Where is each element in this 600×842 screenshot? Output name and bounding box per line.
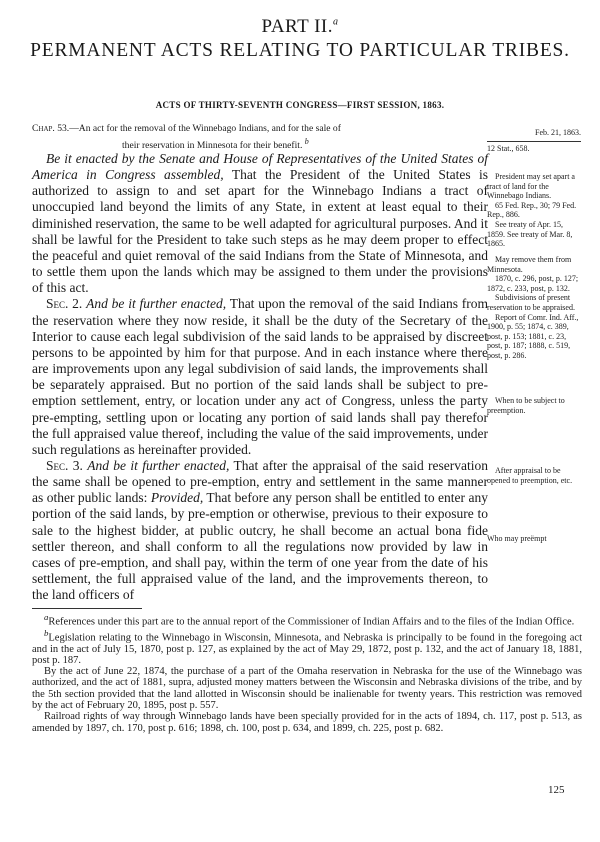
margin-note: Who may preëmpt	[487, 534, 547, 543]
margin-note: President may set apart a tract of land for the Winnebago Indians. 65 Fed. Rep., 30; 79 Fed. Rep., 886. See treaty of Apr. 15, 1859. See treaty of Mar. 8, 1865.	[487, 172, 577, 249]
margin-note: May remove them from Minnesota. 1870, c. 296, post, p. 127; 1872, c. 233, post, p. 132. Subdivisions of present reservation to be appraised. Report of Comr. Ind. Aff., 1900, p. 55; 1874, c. 389, post, p. 153; 1881, c. 23, post, p. 187; 1888, c. 519, post, p. 286.	[487, 255, 579, 360]
footnote-mark: b	[304, 137, 309, 146]
margin-note: When to be subject to preemption.	[487, 396, 565, 415]
chapter-heading	[32, 122, 487, 152]
page-number: 125	[548, 784, 565, 796]
session-heading: ACTS OF THIRTY-SEVENTH CONGRESS—FIRST SESSION, 1863.	[155, 100, 445, 110]
footnote: Railroad rights of way through Winnebago lands have been specially provided for in the acts of 1894, ch. 117, post p. 513, as amended by 1897, ch. 170, post p. 616; 1898, ch. 100, post p. 634, and 1899, ch. 225, post p. 682.	[32, 711, 582, 734]
part-title: PART II.$^a$	[261, 16, 339, 37]
footnote-divider	[32, 608, 142, 609]
margin-divider	[487, 141, 581, 142]
chapter-label: Chap. 53.	[32, 123, 70, 134]
margin-note: After appraisal to be opened to preemption, etc.	[487, 466, 573, 485]
margin-date	[487, 128, 581, 153]
footnote-mark: a	[333, 16, 339, 28]
footnote: By the act of June 22, 1874, the purchase of a part of the Omaha reservation in Nebraska for the use of the Winnebago was authorized, and the act of 1881, supra, adjusted money matters between the Wisconsin and Nebraska divisions of the tribe, and by the 5th section provided that the land allotted in Wisconsin should be inalienable for twenty years. This restriction was removed by the act of February 20, 1895, post p. 557.	[32, 666, 582, 712]
part-subtitle: PERMANENT ACTS RELATING TO PARTICULAR TRIBES.	[30, 40, 570, 61]
chapter-title-line1: —An act for the removal of the Winnebago Indians, and for the sale of	[69, 123, 341, 134]
footnotes	[32, 612, 582, 734]
act-body	[32, 151, 488, 603]
section-2: Sec. 2. And be it further enacted, That upon the removal of the said Indians from the reservation where they now reside, it shall be the duty of the Secretary of the Interior to cause each legal subdivision of the said lands to be appraised by discreet persons to be appointed by him for that purpose. And in each instance where there are improvements upon any legal subdivision of said lands, the improvements shall be separately appraised. But no portion of the said lands shall be subject to pre-emption settlement, entry, or location under any act of Congress, unless the party pre-empting, settling upon or locating any portion of said lands shall pay therefor the full appraised value thereof, including the value of the said improvements, under such regulations as hereinafter provided.	[32, 296, 488, 457]
margin-stat-ref: 12 Stat., 658.	[487, 143, 530, 153]
chapter-title-line2: their reservation in Minnesota for their benefit.	[122, 140, 303, 152]
margin-date-text: Feb. 21, 1863.	[535, 128, 581, 137]
footnote: $^a$References under this part are to the annual report of the Commissioner of Indian Affairs and to the files of the Indian Office.	[44, 612, 575, 628]
section-1: Be it enacted by the Senate and House of Representatives of the United States of America in Congress assembled, That the President of the United States is authorized to assign to and set apart for the Winnebago Indians a tract of unoccupied land beyond the limits of any State, in extent at least equal to their diminished reservation, the same to be well adapted for agricultural purposes. And it shall be lawful for the President to take such steps as he may deem proper to effect the peaceful and quiet removal of the said Indians from the State of Minnesota, and to settle them upon the lands which may be assigned to them under the provisions of this act.	[32, 151, 489, 296]
section-3: Sec. 3. And be it further enacted, That after the appraisal of the said reservation the same shall be opened to pre-emption, entry and settlement in the same manner as other public lands: Provided, That before any person shall be entitled to enter any portion of the said lands, by pre-emption or otherwise, previous to their exposure to sale to the highest bidder, at public outcry, he shall become an actual bona fide settler thereon, and shall conform to all the regulations now provided by law in cases of pre-emption, and shall pay, within the term of one year from the date of his settlement, the full appraised value of the land, and the improvements thereon, to the land officers of	[32, 457, 489, 603]
footnote: $^b$Legislation relating to the Winnebago in Wisconsin, Minnesota, and Nebraska is principally to be found in the foregoing act and in the act of July 15, 1870, post p. 127, as explained by the act of May 29, 1872, post p. 132, and the act of January 18, 1881, post p. 187.	[32, 627, 582, 666]
